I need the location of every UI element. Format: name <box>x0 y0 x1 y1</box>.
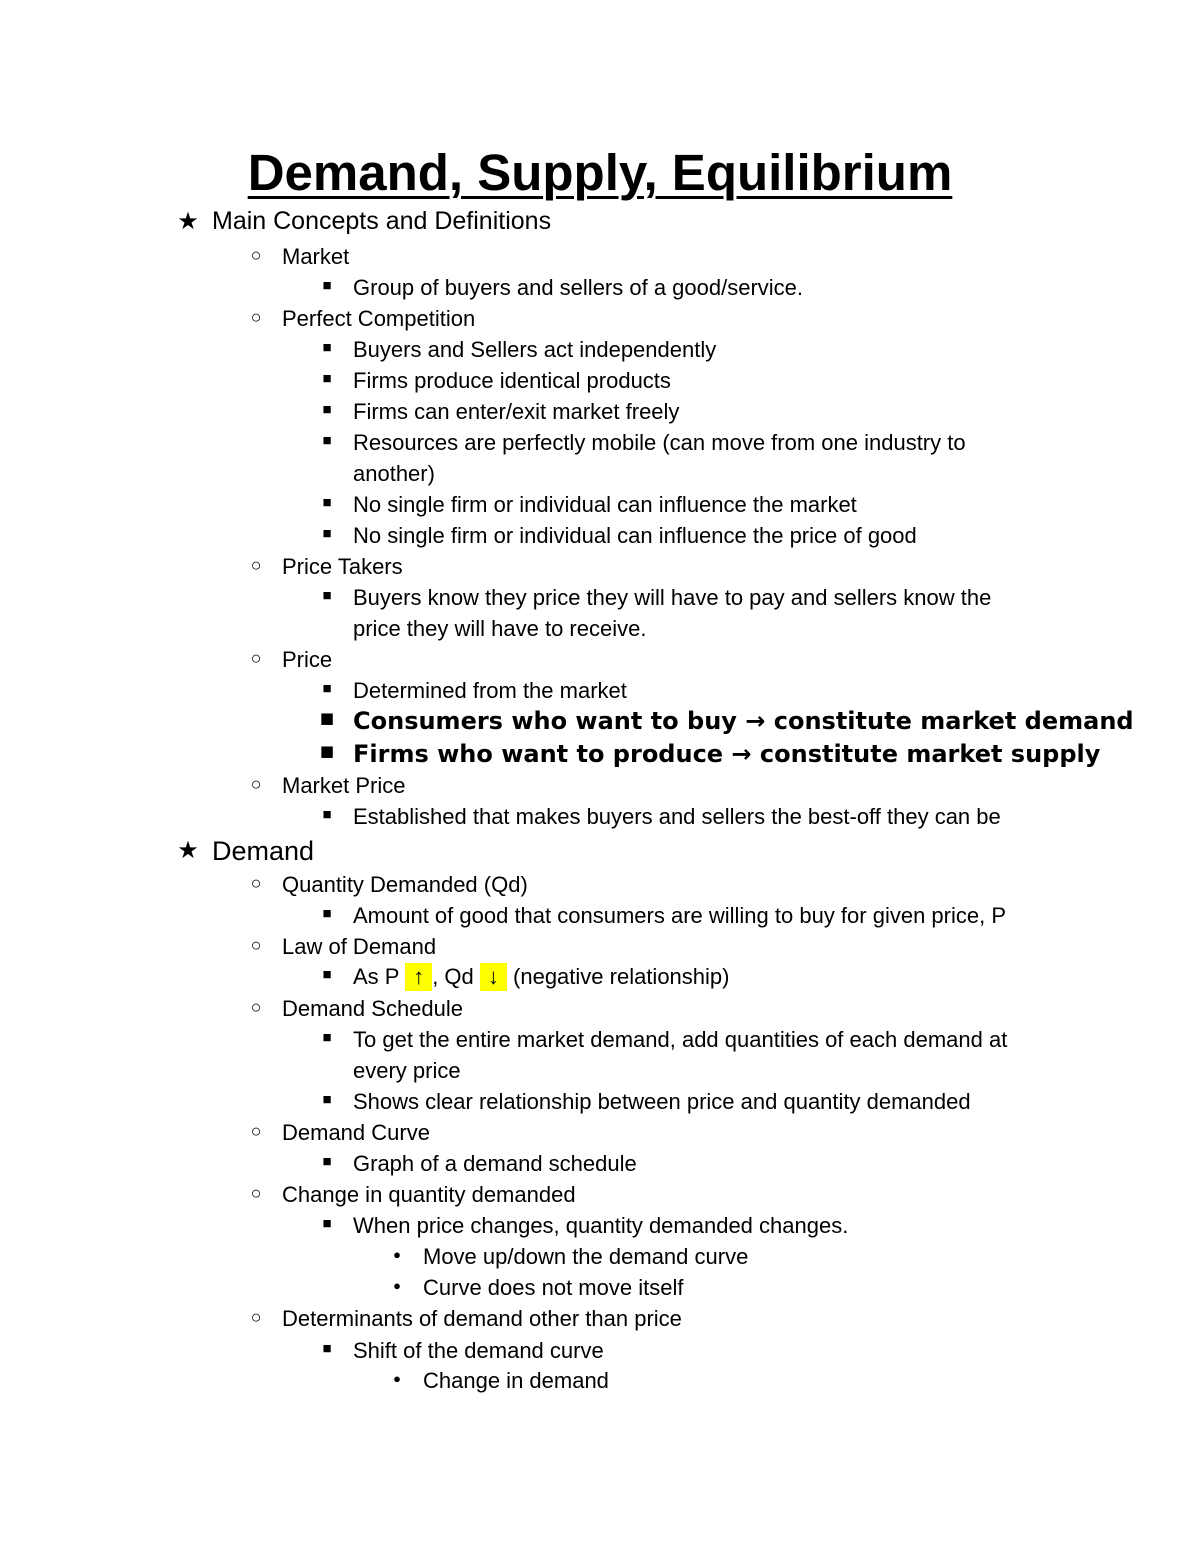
list-item-text: Buyers and Sellers act independently <box>353 337 717 362</box>
list-subitem-text: Move up/down the demand curve <box>423 1244 749 1269</box>
list-item-bold <box>319 707 1134 735</box>
list-subitem-text: Change in demand <box>423 1368 609 1393</box>
star-bullet-icon: ★ <box>177 208 199 235</box>
list-item-label: Price Takers <box>282 554 403 579</box>
as-p-text: As P <box>353 964 400 989</box>
section-heading-demand <box>177 836 315 867</box>
list-item-bold <box>319 740 1101 768</box>
list-item-text: When price changes, quantity demanded changes. <box>353 1213 849 1238</box>
list-item <box>322 1338 604 1364</box>
list-item-market <box>250 244 350 270</box>
list-item-continuation <box>353 461 435 487</box>
circle-bullet-icon: ○ <box>250 555 262 575</box>
list-item-text: Firms can enter/exit market freely <box>353 399 680 424</box>
page-title: Demand, Supply, Equilibrium <box>247 144 953 201</box>
list-item <box>322 430 966 456</box>
star-bullet-icon: ★ <box>177 837 199 864</box>
list-item-label: Demand Schedule <box>282 996 464 1021</box>
list-item-text: Firms produce identical products <box>353 368 671 393</box>
list-item-text: every price <box>353 1058 461 1083</box>
list-item-label: Price <box>282 647 333 672</box>
square-bullet-icon: ■ <box>322 277 332 294</box>
square-bullet-icon: ■ <box>322 680 332 697</box>
list-item <box>322 492 857 518</box>
list-item-quantity-demanded <box>250 872 528 898</box>
down-arrow-icon: ↓ <box>480 963 507 991</box>
circle-bullet-icon: ○ <box>250 873 262 893</box>
square-bullet-icon: ■ <box>322 966 332 983</box>
circle-bullet-icon: ○ <box>250 1121 262 1141</box>
list-item-text: Determined from the market <box>353 678 627 703</box>
square-bullet-icon: ■ <box>322 1029 332 1046</box>
circle-bullet-icon: ○ <box>250 648 262 668</box>
up-arrow-icon: ↑ <box>405 963 432 991</box>
list-item-label: Market Price <box>282 773 406 798</box>
circle-bullet-icon: ○ <box>250 935 262 955</box>
section-heading-concepts <box>177 207 552 236</box>
list-item <box>322 1089 971 1115</box>
list-item-text: another) <box>353 461 435 486</box>
list-item-market-price <box>250 773 406 799</box>
section-heading-label: Demand <box>212 836 315 866</box>
list-item-text: To get the entire market demand, add quantities of each demand at <box>353 1027 1008 1052</box>
list-item <box>322 678 627 704</box>
square-bullet-icon: ■ <box>322 1215 332 1232</box>
list-item-text: Shows clear relationship between price and quantity demanded <box>353 1089 971 1114</box>
list-item <box>322 585 992 611</box>
square-bullet-icon: ■ <box>322 401 332 418</box>
list-item-determinants <box>250 1306 682 1332</box>
list-item-text: Graph of a demand schedule <box>353 1151 637 1176</box>
list-item-text: Group of buyers and sellers of a good/service. <box>353 275 804 300</box>
list-item <box>322 804 1001 830</box>
circle-bullet-icon: ○ <box>250 1307 262 1327</box>
list-item-label: Change in quantity demanded <box>282 1182 576 1207</box>
square-bullet-icon: ■ <box>322 339 332 356</box>
list-subitem <box>393 1244 749 1270</box>
dot-bullet-icon: ● <box>393 1247 401 1262</box>
list-item-law-statement <box>322 963 730 991</box>
dot-bullet-icon: ● <box>393 1278 401 1293</box>
list-item-text: Established that makes buyers and sellers the best-off they can be <box>353 804 1001 829</box>
square-bullet-icon: ■ <box>322 525 332 542</box>
list-item-text: Amount of good that consumers are willing to buy for given price, P <box>353 903 1007 928</box>
list-item-continuation <box>353 1058 461 1084</box>
list-subitem-text: Curve does not move itself <box>423 1275 684 1300</box>
list-item-text: Consumers who want to buy → constitute market demand <box>353 707 1134 735</box>
square-bullet-icon: ■ <box>322 370 332 387</box>
circle-bullet-icon: ○ <box>250 245 262 265</box>
list-item-text: Firms who want to produce → constitute market supply <box>353 740 1101 768</box>
list-subitem <box>393 1368 609 1394</box>
square-bullet-icon: ■ <box>322 1340 332 1357</box>
square-bullet-icon: ■ <box>322 1153 332 1170</box>
section-heading-label: Main Concepts and Definitions <box>212 207 552 235</box>
list-item-demand-curve <box>250 1120 430 1146</box>
list-item-label: Determinants of demand other than price <box>282 1306 682 1331</box>
list-item-demand-schedule <box>250 996 464 1022</box>
circle-bullet-icon: ○ <box>250 997 262 1017</box>
circle-bullet-icon: ○ <box>250 307 262 327</box>
square-bullet-icon: ■ <box>319 709 335 727</box>
list-item-price <box>250 647 333 673</box>
list-item-text: price they will have to receive. <box>353 616 647 641</box>
list-item-text: No single firm or individual can influence the price of good <box>353 523 917 548</box>
circle-bullet-icon: ○ <box>250 1183 262 1203</box>
dot-bullet-icon: ● <box>393 1371 401 1386</box>
list-item-price-takers <box>250 554 403 580</box>
list-item <box>322 1027 1008 1053</box>
list-item <box>322 523 917 549</box>
circle-bullet-icon: ○ <box>250 774 262 794</box>
list-item <box>322 368 671 394</box>
square-bullet-icon: ■ <box>322 806 332 823</box>
list-item <box>322 337 717 363</box>
list-item <box>322 1213 849 1239</box>
list-item-perfect-competition <box>250 306 476 332</box>
list-item-text: Buyers know they price they will have to pay and sellers know the <box>353 585 992 610</box>
list-item-label: Demand Curve <box>282 1120 430 1145</box>
square-bullet-icon: ■ <box>322 432 332 449</box>
list-item-text: Shift of the demand curve <box>353 1338 604 1363</box>
list-item-continuation <box>353 616 646 642</box>
square-bullet-icon: ■ <box>319 742 335 760</box>
list-item <box>322 1151 637 1177</box>
list-item <box>322 399 680 425</box>
list-subitem <box>393 1275 684 1301</box>
list-item-label: Perfect Competition <box>282 306 476 331</box>
square-bullet-icon: ■ <box>322 587 332 604</box>
list-item-label: Law of Demand <box>282 934 437 959</box>
relationship-text: (negative relationship) <box>513 964 730 989</box>
list-item <box>322 903 1007 929</box>
square-bullet-icon: ■ <box>322 494 332 511</box>
list-item <box>322 275 804 301</box>
list-item-text: Resources are perfectly mobile (can move from one industry to <box>353 430 966 455</box>
list-item-label: Quantity Demanded (Qd) <box>282 872 528 897</box>
comma-qd-text: , Qd <box>432 964 474 989</box>
square-bullet-icon: ■ <box>322 1091 332 1108</box>
list-item-label: Market <box>282 244 350 269</box>
list-item-law-of-demand <box>250 934 437 960</box>
list-item-text: No single firm or individual can influence the market <box>353 492 857 517</box>
square-bullet-icon: ■ <box>322 905 332 922</box>
list-item-change-in-quantity-demanded <box>250 1182 576 1208</box>
